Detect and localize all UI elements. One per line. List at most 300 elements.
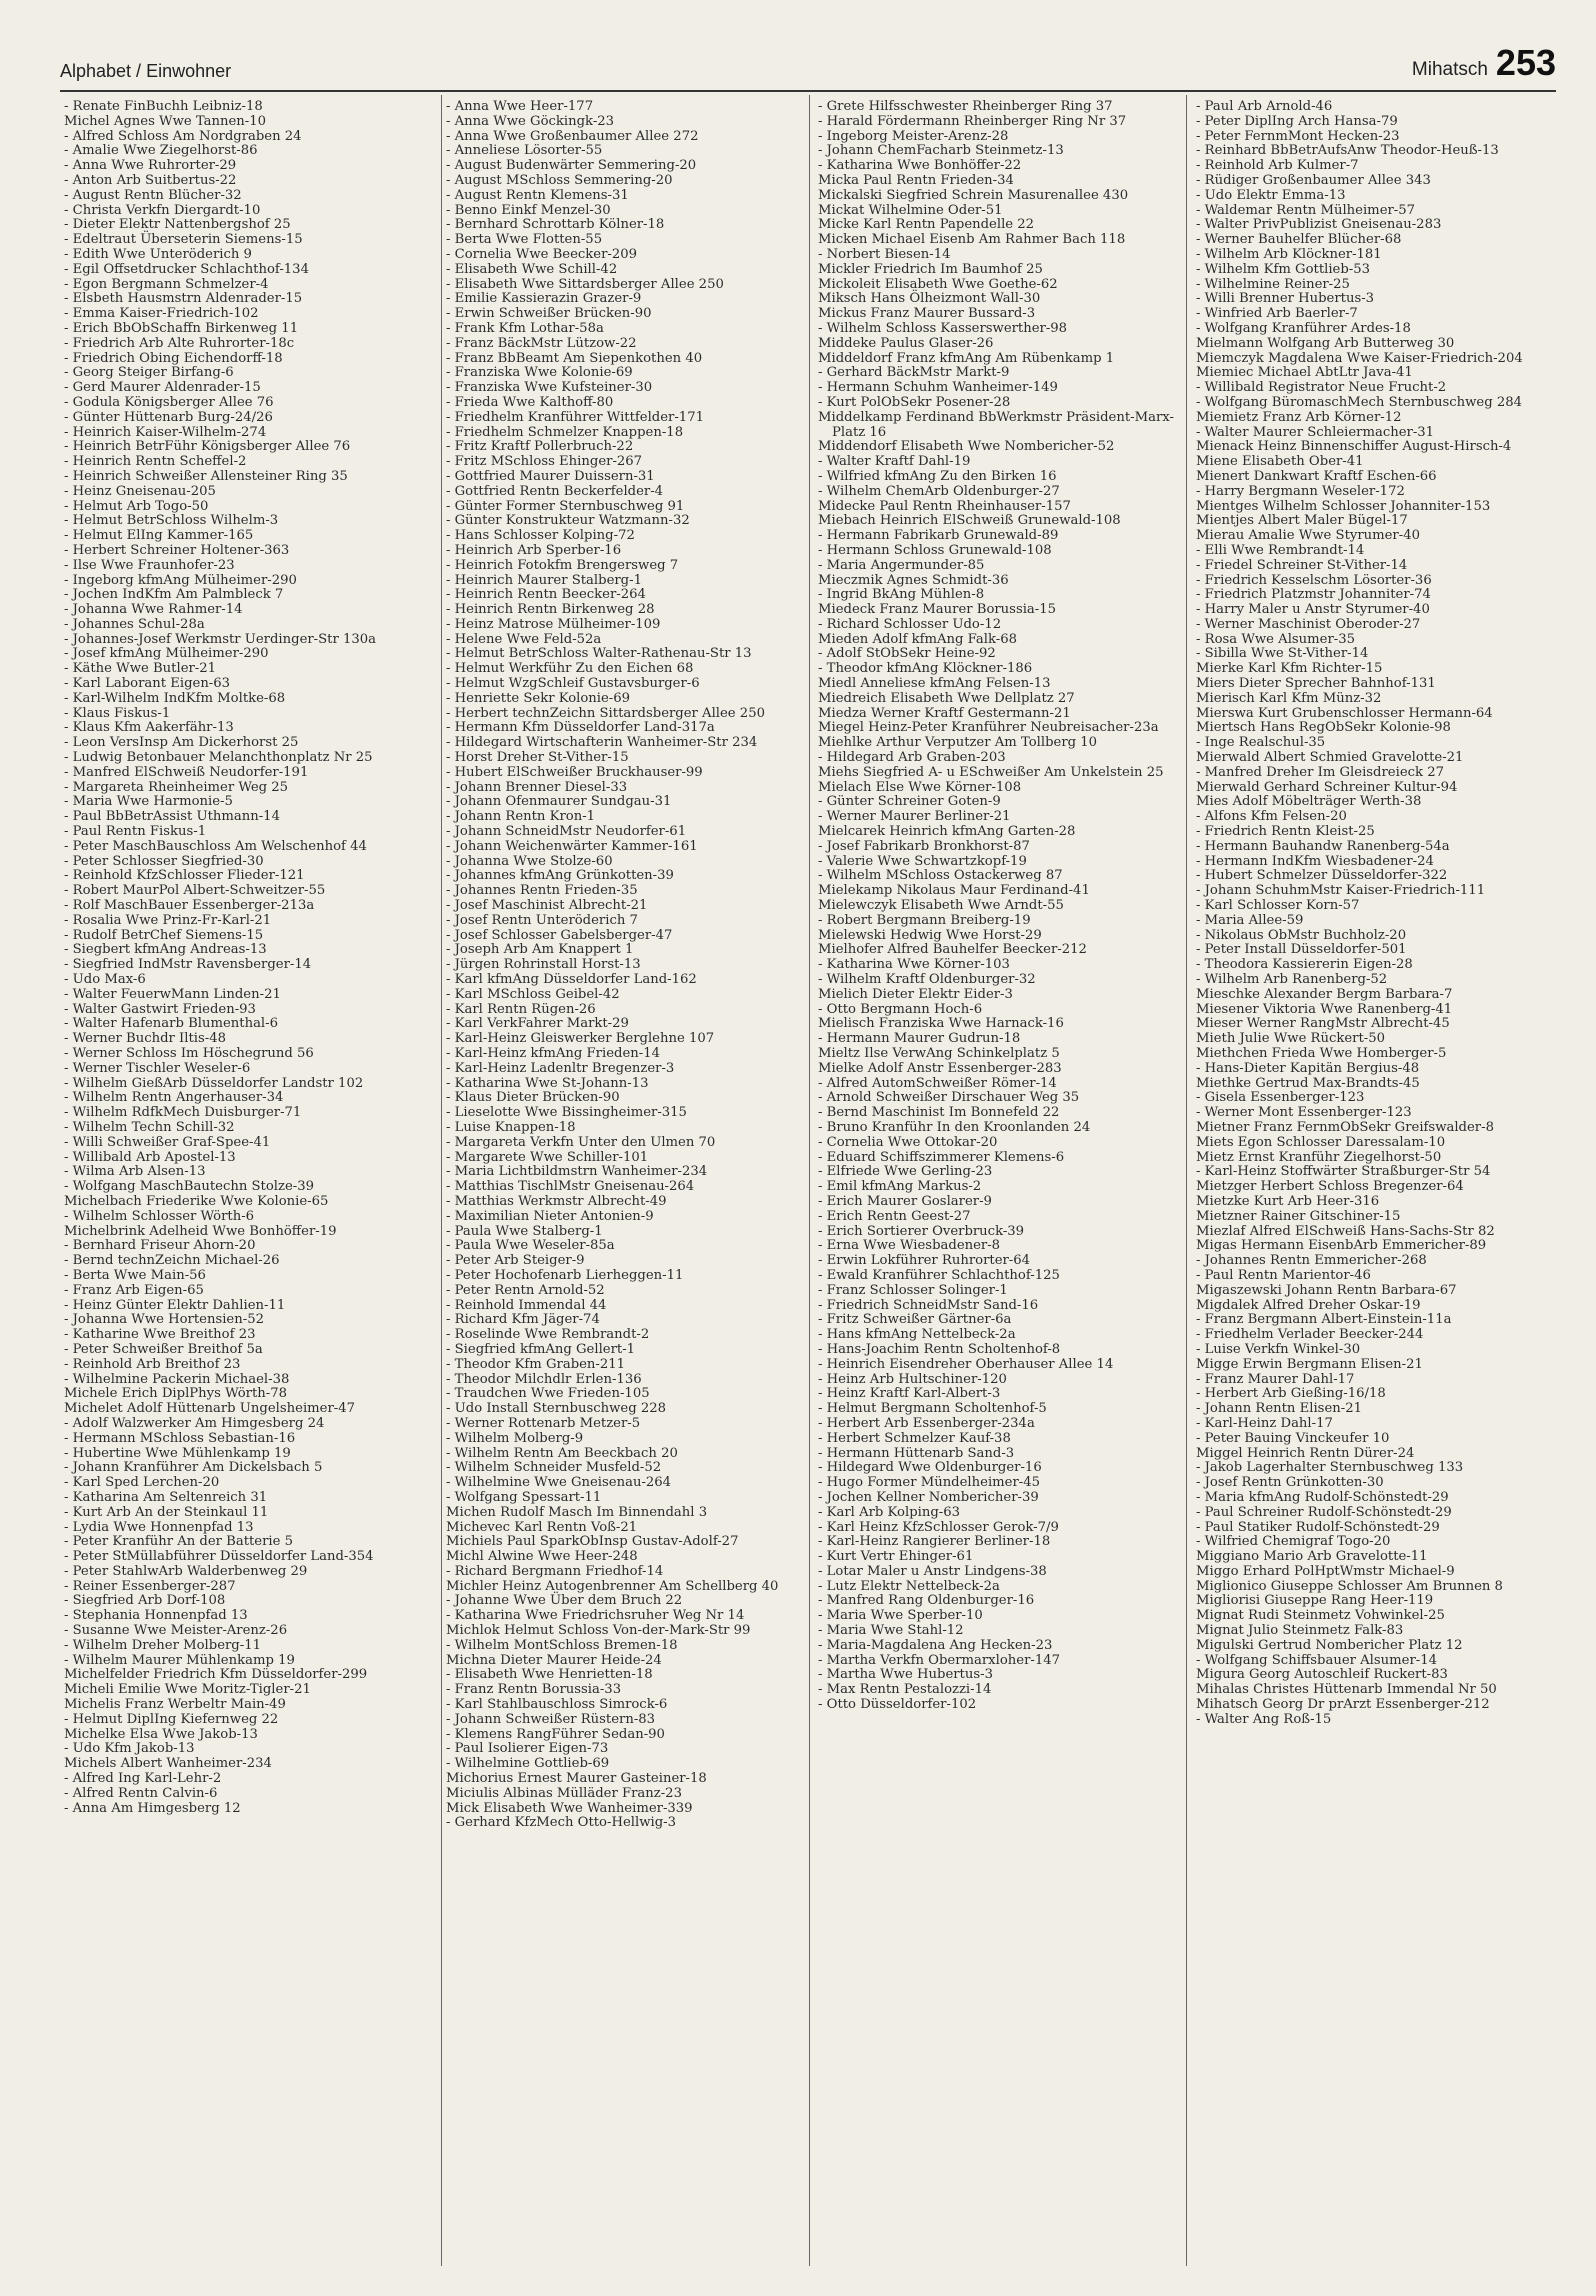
- directory-entry: - Elli Wwe Rembrandt-14: [1196, 542, 1365, 558]
- section-title: Alphabet / Einwohner: [60, 61, 232, 81]
- directory-entry: - Rosa Wwe Alsumer-35: [1196, 631, 1356, 647]
- directory-entry: - Edeltraut Überseterin Siemens-15: [64, 232, 303, 248]
- directory-entry: - Otto Bergmann Hoch-6: [818, 1001, 983, 1017]
- directory-entry: - Erich BbObSchaffn Birkenweg 11: [64, 320, 299, 336]
- directory-entry: - Erna Wwe Wiesbadener-8: [818, 1238, 1001, 1254]
- directory-entry: - Anna Wwe Großenbaumer Allee 272: [446, 128, 699, 144]
- directory-entry: Micke Karl Rentn Papendelle 22: [818, 217, 1035, 233]
- directory-entry: - Wolfgang Spessart-11: [446, 1489, 602, 1505]
- directory-entry: - Harry Bergmann Weseler-172: [1196, 483, 1405, 499]
- directory-entry: Middelkamp Ferdinand BbWerkmstr Präsident-Marx-Platz 16: [818, 409, 1174, 440]
- directory-entry: - Fritz MSchloss Ehinger-267: [446, 454, 643, 470]
- directory-entry: - Franziska Wwe Kolonie-69: [446, 365, 633, 381]
- directory-entry: - Hans-Dieter Kapitän Bergius-48: [1196, 1060, 1420, 1076]
- directory-entry: - Johann SchneidMstr Neudorfer-61: [446, 824, 687, 840]
- directory-entry: - Günter Former Sternbuschweg 91: [446, 498, 685, 514]
- directory-entry: - Wilhelm ChemArb Oldenburger-27: [818, 483, 1060, 499]
- directory-entry: - Berta Wwe Main-56: [64, 1267, 206, 1283]
- directory-entry: Migliorisi Giuseppe Rang Heer-119: [1196, 1593, 1434, 1609]
- directory-entry: Mignat Rudi Steinmetz Vohwinkel-25: [1196, 1608, 1445, 1624]
- directory-entry: Mihatsch Georg Dr prArzt Essenberger-212: [1196, 1697, 1490, 1713]
- directory-column-1: [64, 100, 422, 1816]
- directory-entry: - Karl-Wilhelm IndKfm Moltke-68: [64, 690, 286, 706]
- directory-entry: - Katharina Wwe Bonhöffer-22: [818, 158, 1022, 174]
- directory-entry: - Peter Bauing Vinckeufer 10: [1196, 1430, 1390, 1446]
- directory-entry: - Traudchen Wwe Frieden-105: [446, 1386, 650, 1402]
- directory-entry: - Paul BbBetrAssist Uthmann-14: [64, 809, 280, 825]
- column-divider: [809, 95, 810, 2266]
- directory-entry: - Josef Maschinist Albrecht-21: [446, 898, 648, 914]
- directory-entry: Michorius Ernest Maurer Gasteiner-18: [446, 1771, 707, 1787]
- directory-entry: Mielekamp Nikolaus Maur Ferdinand-41: [818, 883, 1090, 899]
- directory-entry: - Theodor kfmAng Klöckner-186: [818, 661, 1033, 677]
- directory-entry: - Winfried Arb Baerler-7: [1196, 306, 1358, 322]
- directory-entry: - Paul Schreiner Rudolf-Schönstedt-29: [1196, 1504, 1452, 1520]
- directory-entry: Mieser Werner RangMstr Albrecht-45: [1196, 1016, 1450, 1032]
- directory-entry: Mielhofer Alfred Bauhelfer Beecker-212: [818, 942, 1087, 958]
- directory-entry: - Peter StahlwArb Walderbenweg 29: [64, 1563, 308, 1579]
- directory-entry: - Wilma Arb Alsen-13: [64, 1164, 206, 1180]
- directory-entry: Migulski Gertrud Nombericher Platz 12: [1196, 1637, 1463, 1653]
- directory-entry: - Manfred ElSchweiß Neudorfer-191: [64, 764, 309, 780]
- directory-entry: - Renate FinBuchh Leibniz-18: [64, 99, 263, 114]
- directory-entry: - Klemens RangFührer Sedan-90: [446, 1726, 665, 1742]
- directory-entry: - Eduard Schiffszimmerer Klemens-6: [818, 1149, 1065, 1165]
- directory-entry: - Werner Buchdr Iltis-48: [64, 1031, 226, 1047]
- directory-entry: - Katharina Wwe St-Johann-13: [446, 1075, 649, 1091]
- directory-entry: Mielmann Wolfgang Arb Butterweg 30: [1196, 335, 1455, 351]
- directory-entry: - Johanna Wwe Hortensien-52: [64, 1312, 264, 1328]
- directory-entry: - Amalie Wwe Ziegelhorst-86: [64, 143, 258, 159]
- directory-entry: Miers Dieter Sprecher Bahnhof-131: [1196, 676, 1436, 692]
- directory-entry: - Max Rentn Pestalozzi-14: [818, 1682, 992, 1698]
- directory-entry: - Katharine Wwe Breithof 23: [64, 1327, 256, 1343]
- directory-entry: - Wolfgang Schiffsbauer Alsumer-14: [1196, 1652, 1437, 1668]
- directory-entry: - Paula Wwe Weseler-85a: [446, 1238, 615, 1254]
- directory-entry: Miemiec Michael AbtLtr Java-41: [1196, 365, 1413, 381]
- directory-entry: - Bernhard Schrottarb Kölner-18: [446, 217, 665, 233]
- directory-entry: - Friedrich Platzmstr Johanniter-74: [1196, 587, 1431, 603]
- directory-entry: Miedl Anneliese kfmAng Felsen-13: [818, 676, 1051, 692]
- directory-entry: - Friedrich Kesselschm Lösorter-36: [1196, 572, 1432, 588]
- directory-entry: - Luise Knappen-18: [446, 1119, 576, 1135]
- directory-entry: - Heinz Matrose Mülheimer-109: [446, 616, 661, 632]
- directory-entry: - Matthias TischlMstr Gneisenau-264: [446, 1179, 695, 1195]
- directory-entry: - Bruno Kranführ In den Kroonlanden 24: [818, 1119, 1091, 1135]
- directory-entry: - Friedrich Rentn Kleist-25: [1196, 824, 1375, 840]
- directory-entry: Mietner Franz FernmObSekr Greifswalder-8: [1196, 1119, 1494, 1135]
- directory-entry: - Wilhelm Kfm Gottlieb-53: [1196, 261, 1371, 277]
- directory-entry: - Berta Wwe Flotten-55: [446, 232, 603, 248]
- directory-entry: Migura Georg Autoschleif Ruckert-83: [1196, 1667, 1448, 1683]
- directory-entry: - Martha Verkfn Obermarxloher-147: [818, 1652, 1060, 1668]
- directory-entry: - Johannes-Josef Werkmstr Uerdinger-Str 130a: [64, 631, 377, 647]
- header-rule: [60, 90, 1556, 92]
- directory-entry: - Matthias Werkmstr Albrecht-49: [446, 1193, 667, 1209]
- directory-entry: Miggel Heinrich Rentn Dürer-24: [1196, 1445, 1415, 1461]
- directory-entry: - Jakob Lagerhalter Sternbuschweg 133: [1196, 1460, 1464, 1476]
- directory-entry: - Heinrich Kaiser-Wilhelm-274: [64, 424, 267, 440]
- directory-entry: - Willi Schweißer Graf-Spee-41: [64, 1134, 271, 1150]
- directory-entry: - Herbert Schmelzer Kauf-38: [818, 1430, 1011, 1446]
- directory-entry: - Wolfgang Kranführer Ardes-18: [1196, 320, 1411, 336]
- directory-entry: - Walter Ang Roß-15: [1196, 1711, 1332, 1727]
- directory-entry: - Franz BäckMstr Lützow-22: [446, 335, 637, 351]
- directory-entry: - Herbert technZeichn Sittardsberger Allee 250: [446, 705, 765, 721]
- directory-entry: - Hubertine Wwe Mühlenkamp 19: [64, 1445, 291, 1461]
- directory-entry: Micken Michael Eisenb Am Rahmer Bach 118: [818, 232, 1126, 248]
- directory-entry: - Willibald Arb Apostel-13: [64, 1149, 236, 1165]
- directory-entry: - Reinhard BbBetrAufsAnw Theodor-Heuß-13: [1196, 143, 1499, 159]
- directory-entry: - Wilfried Chemigraf Togo-20: [1196, 1534, 1391, 1550]
- directory-entry: - Alfred AutomSchweißer Römer-14: [818, 1075, 1057, 1091]
- directory-entry: - Nikolaus ObMstr Buchholz-20: [1196, 927, 1407, 943]
- directory-entry: - Karl Heinz KfzSchlosser Gerok-7/9: [818, 1519, 1059, 1535]
- directory-entry: Mickalski Siegfried Schrein Masurenallee 430: [818, 187, 1129, 203]
- directory-entry: Mientjes Albert Maler Bügel-17: [1196, 513, 1408, 529]
- directory-entry: - Harry Maler u Anstr Styrumer-40: [1196, 602, 1430, 618]
- directory-entry: - Klaus Dieter Brücken-90: [446, 1090, 620, 1106]
- directory-entry: - Maximilian Nieter Antonien-9: [446, 1208, 654, 1224]
- directory-entry: - Lutz Elektr Nettelbeck-2a: [818, 1578, 1000, 1594]
- directory-entry: Michele Erich DiplPhys Wörth-78: [64, 1386, 287, 1402]
- directory-entry: Mielach Else Wwe Körner-108: [818, 779, 1022, 795]
- directory-entry: Miezlaf Alfred ElSchweiß Hans-Sachs-Str 82: [1196, 1223, 1495, 1239]
- directory-entry: - Rudolf BetrChef Siemens-15: [64, 927, 264, 943]
- directory-entry: - Johann Brenner Diesel-33: [446, 779, 628, 795]
- directory-entry: - Helmut ElIng Kammer-165: [64, 528, 254, 544]
- directory-entry: - Hermann Kfm Düsseldorfer Land-317a: [446, 720, 715, 736]
- directory-entry: - Wilhelm Kraftf Oldenburger-32: [818, 972, 1036, 988]
- directory-entry: - Reinhold Immendal 44: [446, 1297, 607, 1313]
- directory-entry: Mietzger Herbert Schloss Bregenzer-64: [1196, 1179, 1464, 1195]
- directory-entry: - Martha Wwe Hubertus-3: [818, 1667, 993, 1683]
- directory-entry: Mieschke Alexander Bergm Barbara-7: [1196, 986, 1453, 1002]
- directory-entry: - Johanna Wwe Rahmer-14: [64, 602, 243, 618]
- directory-entry: - Leon VersInsp Am Dickerhorst 25: [64, 735, 299, 751]
- directory-entry: Michna Dieter Maurer Heide-24: [446, 1652, 662, 1668]
- directory-entry: Mierwald Gerhard Schreiner Kultur-94: [1196, 779, 1458, 795]
- directory-entry: - Egil Offsetdrucker Schlachthof-134: [64, 261, 309, 277]
- directory-entry: - Peter Schweißer Breithof 5a: [64, 1341, 263, 1357]
- directory-entry: - Josef Rentn Grünkotten-30: [1196, 1475, 1384, 1491]
- directory-entry: - Johannes Rentn Frieden-35: [446, 883, 638, 899]
- directory-entry: - Jochen IndKfm Am Palmbleck 7: [64, 587, 284, 603]
- directory-entry: - Ludwig Betonbauer Melanchthonplatz Nr 25: [64, 750, 373, 766]
- directory-entry: Mielisch Franziska Wwe Harnack-16: [818, 1016, 1064, 1032]
- directory-entry: - Gisela Essenberger-123: [1196, 1090, 1365, 1106]
- directory-entry: - Heinrich Rentn Birkenweg 28: [446, 602, 655, 618]
- column-divider: [441, 95, 442, 2266]
- directory-entry: - Rüdiger Großenbaumer Allee 343: [1196, 172, 1431, 188]
- directory-entry: - Walter PrivPublizist Gneisenau-283: [1196, 217, 1442, 233]
- directory-entry: Miebach Heinrich ElSchweiß Grunewald-108: [818, 513, 1121, 529]
- directory-entry: - Margareta Rheinheimer Weg 25: [64, 779, 289, 795]
- directory-entry: - Johannes Schul-28a: [64, 616, 205, 632]
- directory-entry: - Walter Hafenarb Blumenthal-6: [64, 1016, 278, 1032]
- directory-entry: - Johann ChemFacharb Steinmetz-13: [818, 143, 1064, 159]
- directory-entry: - Josef Schlosser Gabelsberger-47: [446, 927, 673, 943]
- directory-entry: - Hermann Bauhandw Ranenberg-54a: [1196, 838, 1450, 854]
- directory-entry: - Benno Einkf Menzel-30: [446, 202, 611, 218]
- directory-entry: - Hermann Fabrikarb Grunewald-89: [818, 528, 1059, 544]
- directory-entry: - Horst Dreher St-Vither-15: [446, 750, 629, 766]
- directory-entry: - Heinrich Arb Sperber-16: [446, 542, 622, 558]
- directory-entry: - Maria Wwe Sperber-10: [818, 1608, 983, 1624]
- directory-entry: Middeldorf Franz kfmAng Am Rübenkamp 1: [818, 350, 1115, 366]
- directory-entry: - Alfred Ing Karl-Lehr-2: [64, 1771, 222, 1787]
- directory-entry: Michevec Karl Rentn Voß-21: [446, 1519, 638, 1535]
- directory-entry: - Hubert ElSchweißer Bruckhauser-99: [446, 764, 703, 780]
- directory-entry: - Anna Wwe Göckingk-23: [446, 113, 615, 129]
- directory-entry: - Wilhelm MSchloss Ostackerweg 87: [818, 868, 1063, 884]
- directory-entry: - Udo Elektr Emma-13: [1196, 187, 1346, 203]
- directory-entry: - Elsbeth Hausmstrn Aldenrader-15: [64, 291, 303, 307]
- directory-entry: - Maria Angermunder-85: [818, 557, 985, 573]
- directory-entry: - Peter Schlosser Siegfried-30: [64, 853, 264, 869]
- directory-entry: - Karl VerkFahrer Markt-29: [446, 1016, 629, 1032]
- directory-entry: - Bernhard Friseur Ahorn-20: [64, 1238, 256, 1254]
- directory-entry: - Helmut BetrSchloss Wilhelm-3: [64, 513, 279, 529]
- column-divider: [1186, 95, 1187, 2266]
- directory-entry: - Emilie Kassierazin Grazer-9: [446, 291, 642, 307]
- directory-entry: - Maria Wwe Stahl-12: [818, 1623, 964, 1639]
- directory-entry: - Maria Allee-59: [1196, 912, 1304, 928]
- directory-entry: - Johannes kfmAng Grünkotten-39: [446, 868, 674, 884]
- directory-entry: - Willi Brenner Hubertus-3: [1196, 291, 1375, 307]
- directory-entry: - Siegfried IndMstr Ravensberger-14: [64, 957, 312, 973]
- directory-entry: Michelfelder Friedrich Kfm Düsseldorfer-299: [64, 1667, 368, 1683]
- directory-entry: - Hildegard Arb Graben-203: [818, 750, 1006, 766]
- directory-entry: - Gerhard BäckMstr Markt-9: [818, 365, 1010, 381]
- directory-entry: Miene Elisabeth Ober-41: [1196, 454, 1364, 470]
- directory-entry: - Wilhelmine Wwe Gneisenau-264: [446, 1475, 672, 1491]
- directory-entry: - Wolfgang BüromaschMech Sternbuschweg 284: [1196, 394, 1523, 410]
- directory-entry: - Valerie Wwe Schwartzkopf-19: [818, 853, 1027, 869]
- directory-entry: - Siegfried kfmAng Gellert-1: [446, 1341, 636, 1357]
- directory-entry: Mieczmik Agnes Schmidt-36: [818, 572, 1009, 588]
- directory-entry: - Elisabeth Wwe Sittardsberger Allee 250: [446, 276, 724, 292]
- directory-entry: - Hermann IndKfm Wiesbadener-24: [1196, 853, 1434, 869]
- directory-entry: - Reinhold KfzSchlosser Flieder-121: [64, 868, 305, 884]
- directory-entry: - Ingeborg Meister-Arenz-28: [818, 128, 1009, 144]
- directory-entry: Michlok Helmut Schloss Von-der-Mark-Str 99: [446, 1623, 751, 1639]
- directory-entry: - Johann Rentn Kron-1: [446, 809, 596, 825]
- directory-entry: - August Rentn Blücher-32: [64, 187, 242, 203]
- directory-entry: - Susanne Wwe Meister-Arenz-26: [64, 1623, 288, 1639]
- directory-entry: - Robert MaurPol Albert-Schweitzer-55: [64, 883, 326, 899]
- directory-entry: - Karl-Heinz Ladenltr Bregenzer-3: [446, 1060, 675, 1076]
- directory-entry: - Johann Ofenmaurer Sundgau-31: [446, 794, 672, 810]
- directory-entry: - Erwin Lokführer Ruhrorter-64: [818, 1253, 1031, 1269]
- directory-entry: - Jürgen Rohrinstall Horst-13: [446, 957, 641, 973]
- directory-column-2: [446, 100, 804, 1831]
- directory-entry: - Harald Fördermann Rheinberger Ring Nr 37: [818, 113, 1127, 129]
- directory-entry: - Elfriede Wwe Gerling-23: [818, 1164, 993, 1180]
- directory-entry: - Stephania Honnenpfad 13: [64, 1608, 248, 1624]
- directory-entry: - Franz Maurer Dahl-17: [1196, 1371, 1355, 1387]
- directory-entry: Micheli Emilie Wwe Moritz-Tigler-21: [64, 1682, 311, 1698]
- directory-entry: - Grete Hilfsschwester Rheinberger Ring 37: [818, 99, 1113, 114]
- directory-entry: Michel Agnes Wwe Tannen-10: [64, 113, 267, 129]
- directory-entry: Mierke Karl Kfm Richter-15: [1196, 661, 1383, 677]
- directory-entry: - Ingrid BkAng Mühlen-8: [818, 587, 985, 603]
- directory-entry: - Herbert Schreiner Holtener-363: [64, 542, 290, 558]
- directory-entry: Miethke Gertrud Max-Brandts-45: [1196, 1075, 1420, 1091]
- directory-entry: - Paul Isolierer Eigen-73: [446, 1741, 609, 1757]
- directory-entry: - Siegfried Arb Dorf-108: [64, 1593, 226, 1609]
- directory-entry: - Wilhelm Arb Klöckner-181: [1196, 246, 1382, 262]
- directory-entry: - Wilhelm Techn Schill-32: [64, 1119, 235, 1135]
- directory-entry: - Georg Steiger Birfang-6: [64, 365, 234, 381]
- directory-entry: - Richard Schlosser Udo-12: [818, 616, 1002, 632]
- directory-entry: - Margareta Verkfn Unter den Ulmen 70: [446, 1134, 716, 1150]
- directory-entry: - Erich Rentn Geest-27: [818, 1208, 971, 1224]
- directory-entry: Miedza Werner Kraftf Gestermann-21: [818, 705, 1071, 721]
- directory-entry: - Franz Arb Eigen-65: [64, 1282, 204, 1298]
- directory-entry: - Peter Kranführ An der Batterie 5: [64, 1534, 294, 1550]
- directory-entry: - Gerd Maurer Aldenrader-15: [64, 380, 261, 396]
- directory-entry: - Karl Sped Lerchen-20: [64, 1475, 220, 1491]
- directory-entry: - Friedrich Obing Eichendorff-18: [64, 350, 283, 366]
- directory-entry: - Heinrich Fotokfm Brengersweg 7: [446, 557, 679, 573]
- directory-entry: - Walter FeuerwMann Linden-21: [64, 986, 281, 1002]
- directory-entry: - Wilhelm MontSchloss Bremen-18: [446, 1637, 678, 1653]
- directory-entry: - Karl-Heinz kfmAng Frieden-14: [446, 1046, 660, 1061]
- directory-entry: Migaszewski Johann Rentn Barbara-67: [1196, 1282, 1457, 1298]
- directory-entry: - Bernd technZeichn Michael-26: [64, 1253, 280, 1269]
- directory-entry: - Wilhelm Maurer Mühlenkamp 19: [64, 1652, 295, 1668]
- directory-entry: Migas Hermann EisenbArb Emmericher-89: [1196, 1238, 1487, 1254]
- directory-entry: - Friedel Schreiner St-Vither-14: [1196, 557, 1408, 573]
- directory-entry: - Luise Verkfn Winkel-30: [1196, 1341, 1361, 1357]
- directory-entry: - Wilhelmine Gottlieb-69: [446, 1756, 610, 1772]
- directory-entry: Miggiano Mario Arb Gravelotte-11: [1196, 1549, 1428, 1565]
- directory-entry: - Johanna Wwe Stolze-60: [446, 853, 613, 869]
- directory-entry: - Karl-Heinz Rangierer Berliner-18: [818, 1534, 1051, 1550]
- directory-entry: - Helmut Arb Togo-50: [64, 498, 209, 514]
- directory-entry: Miesener Viktoria Wwe Ranenberg-41: [1196, 1001, 1453, 1017]
- directory-entry: - Wilhelmine Packerin Michael-38: [64, 1371, 290, 1387]
- directory-entry: - Wilhelm Dreher Molberg-11: [64, 1637, 261, 1653]
- directory-entry: - Helmut WzgSchleif Gustavsburger-6: [446, 676, 700, 692]
- directory-entry: Middendorf Elisabeth Wwe Nombericher-52: [818, 439, 1115, 455]
- directory-entry: - Maria-Magdalena Ang Hecken-23: [818, 1637, 1053, 1653]
- directory-entry: - Wilhelm Rentn Am Beeckbach 20: [446, 1445, 678, 1461]
- directory-entry: - Alfred Rentn Calvin-6: [64, 1785, 218, 1801]
- directory-entry: Mierwald Albert Schmied Gravelotte-21: [1196, 750, 1464, 766]
- directory-entry: - Manfred Rang Oldenburger-16: [818, 1593, 1035, 1609]
- directory-entry: - Werner Rottenarb Metzer-5: [446, 1415, 641, 1431]
- directory-entry: - Werner Schloss Im Höschegrund 56: [64, 1046, 314, 1061]
- directory-entry: - Hermann Schuhm Wanheimer-149: [818, 380, 1058, 396]
- directory-entry: - Paul Rentn Fiskus-1: [64, 824, 207, 840]
- directory-entry: Michelet Adolf Hüttenarb Ungelsheimer-47: [64, 1401, 356, 1417]
- directory-entry: - Franz Rentn Borussia-33: [446, 1682, 622, 1698]
- directory-entry: - Dieter Elektr Nattenbergshof 25: [64, 217, 291, 233]
- directory-entry: - Johanne Wwe Über dem Bruch 22: [446, 1593, 683, 1609]
- directory-entry: - Johann Kranführer Am Dickelsbach 5: [64, 1460, 323, 1476]
- directory-entry: - Emma Kaiser-Friedrich-102: [64, 306, 259, 322]
- directory-entry: - Robert Bergmann Breiberg-19: [818, 912, 1031, 928]
- directory-entry: - Kurt PolObSekr Posener-28: [818, 394, 1011, 410]
- directory-entry: - Werner Bauhelfer Blücher-68: [1196, 232, 1402, 248]
- directory-entry: - Friedrich Arb Alte Ruhrorter-18c: [64, 335, 295, 351]
- directory-entry: Miehlke Arthur Verputzer Am Tollberg 10: [818, 735, 1098, 751]
- directory-entry: - Peter Hochofenarb Lierheggen-11: [446, 1267, 684, 1283]
- directory-entry: - Hermann Hüttenarb Sand-3: [818, 1445, 1015, 1461]
- directory-entry: Mieden Adolf kfmAng Falk-68: [818, 631, 1018, 647]
- directory-entry: - Godula Königsberger Allee 76: [64, 394, 274, 410]
- directory-entry: - Theodora Kassiererin Eigen-28: [1196, 957, 1413, 973]
- directory-entry: - Karl Stahlbauschloss Simrock-6: [446, 1697, 668, 1713]
- directory-entry: - Peter FernmMont Hecken-23: [1196, 128, 1400, 144]
- directory-entry: - Wolfgang MaschBautechn Stolze-39: [64, 1179, 314, 1195]
- directory-entry: - Paul Statiker Rudolf-Schönstedt-29: [1196, 1519, 1440, 1535]
- directory-entry: - Kurt Vertr Ehinger-61: [818, 1549, 974, 1565]
- directory-entry: - Theodor Kfm Graben-211: [446, 1356, 626, 1372]
- directory-entry: - Karl kfmAng Düsseldorfer Land-162: [446, 972, 697, 988]
- directory-entry: - Anna Wwe Ruhrorter-29: [64, 158, 237, 174]
- directory-entry: - Lydia Wwe Honnenpfad 13: [64, 1519, 254, 1535]
- directory-entry: - Erwin Schweißer Brücken-90: [446, 306, 652, 322]
- directory-entry: Mietz Ernst Kranführ Ziegelhorst-50: [1196, 1149, 1442, 1165]
- directory-entry: Michelis Franz Werbeltr Main-49: [64, 1697, 286, 1713]
- directory-entry: - Karl-Heinz Dahl-17: [1196, 1415, 1333, 1431]
- directory-entry: - Cornelia Wwe Ottokar-20: [818, 1134, 998, 1150]
- directory-entry: - Karl Arb Kolping-63: [818, 1504, 961, 1520]
- directory-entry: Migdalek Alfred Dreher Oskar-19: [1196, 1297, 1421, 1313]
- directory-entry: - Walter Maurer Schleiermacher-31: [1196, 424, 1435, 440]
- directory-entry: - Wilfried kfmAng Zu den Birken 16: [818, 468, 1057, 484]
- directory-entry: - Wilhelm Schneider Musfeld-52: [446, 1460, 662, 1476]
- directory-entry: Midecke Paul Rentn Rheinhauser-157: [818, 498, 1071, 514]
- directory-entry: Miciulis Albinas Mülläder Franz-23: [446, 1785, 682, 1801]
- directory-entry: - Ilse Wwe Fraunhofer-23: [64, 557, 235, 573]
- directory-entry: Miertsch Hans RegObSekr Kolonie-98: [1196, 720, 1451, 736]
- directory-entry: - Udo Install Sternbuschweg 228: [446, 1401, 667, 1417]
- name-range: Mihatsch: [1411, 59, 1488, 80]
- directory-entry: - Anton Arb Suitbertus-22: [64, 172, 237, 188]
- directory-entry: Mies Adolf Möbelträger Werth-38: [1196, 794, 1422, 810]
- directory-entry: - Karl Rentn Rügen-26: [446, 1001, 596, 1017]
- directory-entry: - Johannes Rentn Emmericher-268: [1196, 1253, 1427, 1269]
- directory-entry: Micka Paul Rentn Frieden-34: [818, 172, 1014, 188]
- directory-entry: Mietzner Rainer Gitschiner-15: [1196, 1208, 1401, 1224]
- directory-entry: - Günter Schreiner Goten-9: [818, 794, 1001, 810]
- directory-entry: Michelbach Friederike Wwe Kolonie-65: [64, 1193, 329, 1209]
- directory-entry: - Elisabeth Wwe Schill-42: [446, 261, 618, 277]
- directory-entry: Mielewski Hedwig Wwe Horst-29: [818, 927, 1042, 943]
- directory-entry: - Heinrich Schweißer Allensteiner Ring 35: [64, 468, 348, 484]
- directory-entry: - Arnold Schweißer Dirschauer Weg 35: [818, 1090, 1080, 1106]
- directory-entry: Miggo Erhard PolHptWmstr Michael-9: [1196, 1563, 1455, 1579]
- directory-entry: - Elisabeth Wwe Henrietten-18: [446, 1667, 653, 1683]
- directory-entry: - Egon Bergmann Schmelzer-4: [64, 276, 269, 292]
- directory-entry: - Katharina Wwe Friedrichsruher Weg Nr 14: [446, 1608, 745, 1624]
- directory-entry: - Anna Am Himgesberg 12: [64, 1800, 241, 1816]
- directory-entry: - Ewald Kranführer Schlachthof-125: [818, 1267, 1060, 1283]
- directory-entry: - Heinrich Maurer Stalberg-1: [446, 572, 642, 588]
- directory-entry: Miethchen Frieda Wwe Homberger-5: [1196, 1046, 1447, 1061]
- directory-entry: Mielcarek Heinrich kfmAng Garten-28: [818, 824, 1076, 840]
- directory-entry: Mierisch Karl Kfm Münz-32: [1196, 690, 1382, 706]
- directory-entry: Mihalas Christes Hüttenarb Immendal Nr 50: [1196, 1682, 1497, 1698]
- directory-entry: - Bernd Maschinist Im Bonnefeld 22: [818, 1105, 1060, 1121]
- directory-entry: - Franz Schlosser Solinger-1: [818, 1282, 1008, 1298]
- directory-entry: Michelke Elsa Wwe Jakob-13: [64, 1726, 258, 1742]
- directory-entry: - Hubert Schmelzer Düsseldorfer-322: [1196, 868, 1448, 884]
